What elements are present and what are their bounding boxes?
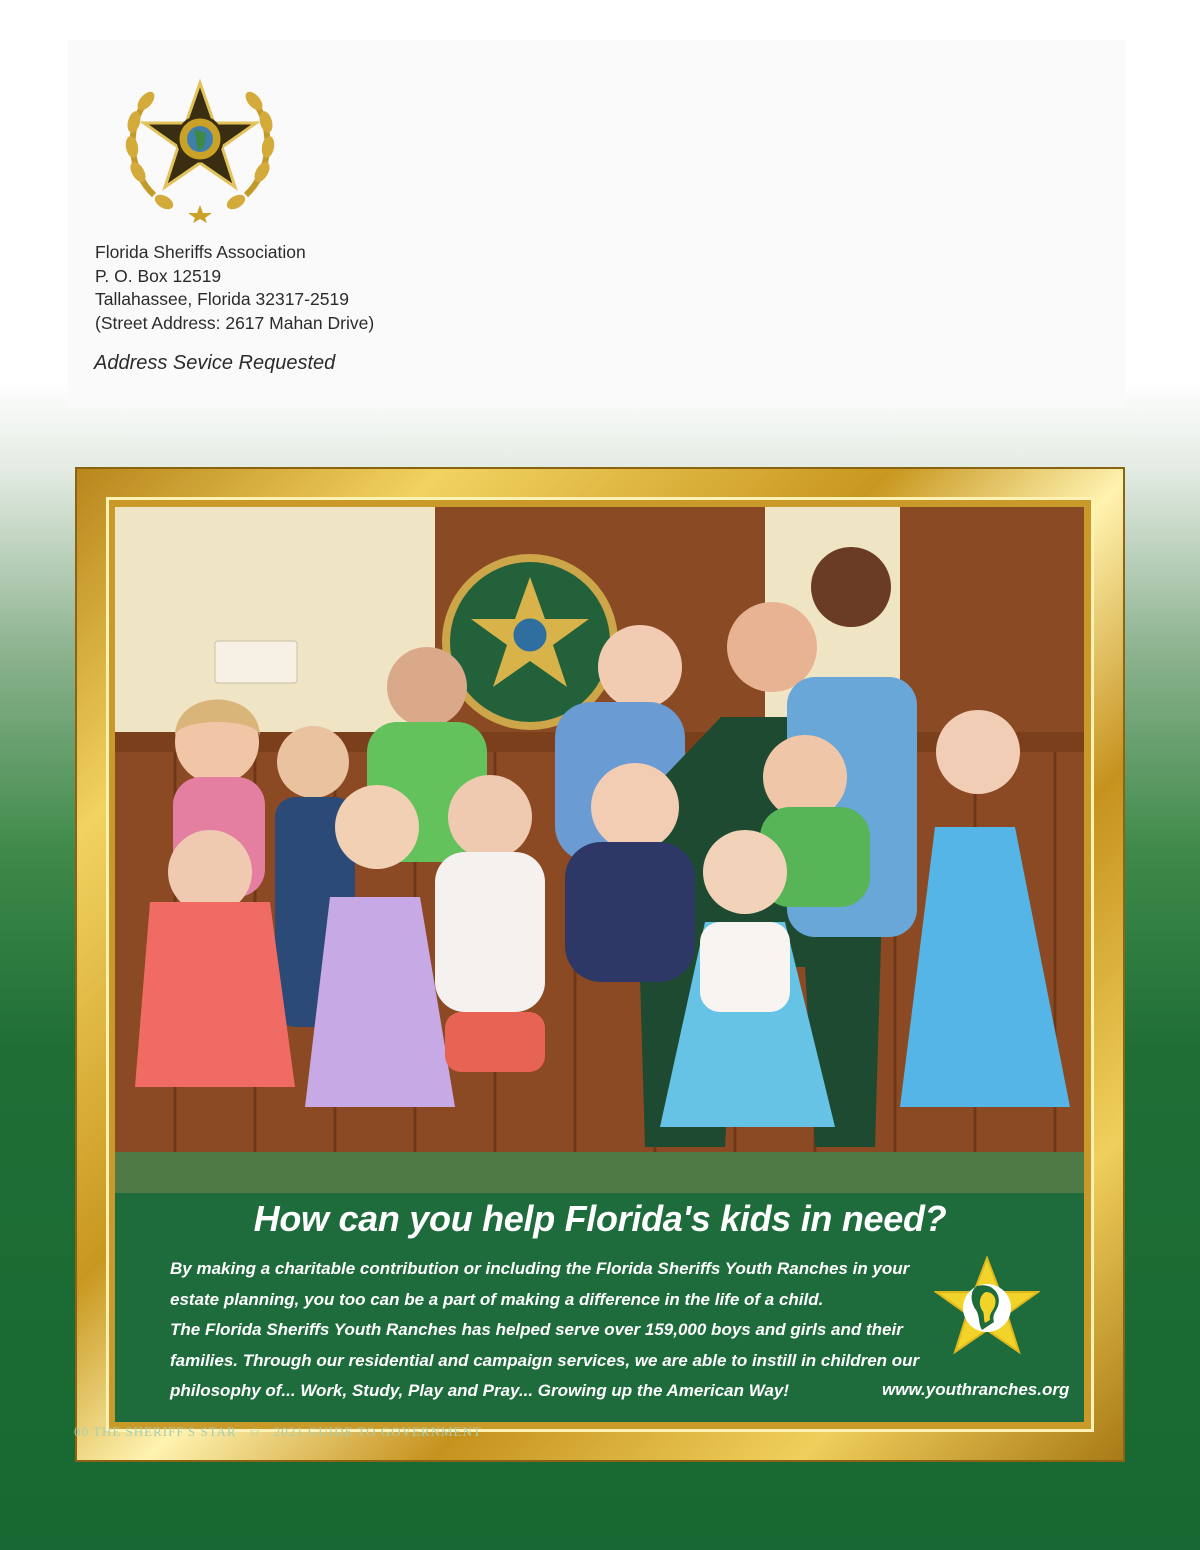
youth-ranches-star-icon [934, 1256, 1040, 1356]
ad-headline: How can you help Florida's kids in need? [253, 1198, 947, 1239]
youth-ranches-url[interactable]: www.youthranches.org [882, 1380, 1070, 1399]
ad-paragraph: The Florida Sheriffs Youth Ranches has helped serve over 159,000 boys and girls and their families. Through our residential and campaign services, we are able to instill in children our philosophy of... Work, Study, Play and Pray... Growing up the American Way! [170, 1320, 920, 1400]
return-address-line: (Street Address: 2617 Mahan Drive) [95, 312, 375, 333]
star-separator-icon: ☆ [248, 1424, 262, 1439]
page-folio [74, 1424, 482, 1440]
page-number: 00 [74, 1424, 89, 1439]
section-name: GUIDE TO GOVERNMENT [307, 1424, 482, 1439]
ad-paragraph: By making a charitable contribution or including the Florida Sheriffs Youth Ranches in your estate planning, you too can be a part of making a difference in the life of a child. [170, 1259, 910, 1309]
return-address-line: P. O. Box 12519 [95, 265, 222, 286]
ad-body [148, 1254, 938, 1407]
return-address-line: Florida Sheriffs Association [95, 242, 306, 262]
sheriff-star-seal-icon [124, 77, 276, 223]
return-address-line: Tallahassee, Florida 32317-2519 [95, 289, 349, 309]
return-address [95, 241, 374, 335]
address-service-note: Address Sevice Requested [94, 352, 336, 374]
publication-name: THE SHERIFF'S STAR [93, 1424, 237, 1439]
group-photo [115, 507, 1084, 1193]
publication-year: 2021 [273, 1424, 304, 1439]
